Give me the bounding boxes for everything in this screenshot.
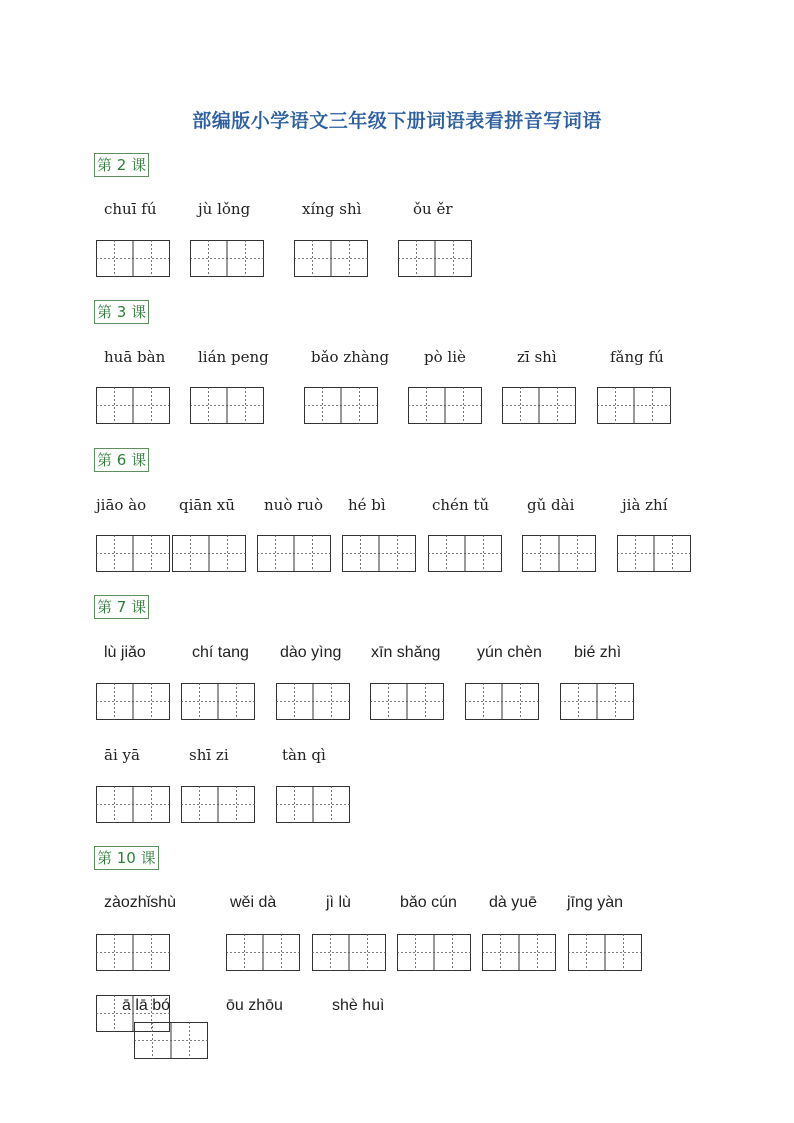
pinyin-word: hé bì [348, 496, 386, 514]
pinyin-word: chén tǔ [432, 496, 490, 514]
pinyin-word: bǎo cún [400, 894, 457, 911]
writing-grid[interactable] [370, 683, 444, 720]
pinyin-word: bǎo zhàng [311, 348, 390, 366]
pinyin-word: āi yā [104, 746, 140, 764]
writing-grid[interactable] [96, 387, 170, 424]
writing-grid[interactable] [96, 535, 170, 572]
pinyin-word: lián peng [198, 348, 269, 366]
lesson-label: 第 10 课 [94, 846, 159, 870]
lesson-label: 第 7 课 [94, 595, 149, 619]
pinyin-word: bié zhì [574, 644, 622, 661]
writing-grid[interactable] [276, 786, 350, 823]
lesson-label: 第 2 课 [94, 153, 149, 177]
writing-grid[interactable] [190, 240, 264, 277]
pinyin-word: huā bàn [104, 348, 166, 366]
pinyin-word: yún chèn [477, 644, 542, 661]
writing-grid[interactable] [134, 1022, 208, 1059]
pinyin-word: ōu zhōu [226, 997, 283, 1014]
writing-grid[interactable] [482, 934, 556, 971]
writing-grid[interactable] [257, 535, 331, 572]
pinyin-word: fǎng fú [610, 348, 664, 366]
writing-grid[interactable] [294, 240, 368, 277]
writing-grid[interactable] [96, 786, 170, 823]
pinyin-word: jì lù [326, 894, 351, 911]
lesson-label: 第 3 课 [94, 300, 149, 324]
writing-grid[interactable] [398, 240, 472, 277]
pinyin-word: nuò ruò [264, 496, 323, 514]
writing-grid[interactable] [96, 683, 170, 720]
pinyin-word: jù lǒng [198, 200, 251, 218]
pinyin-word: qiān xū [179, 496, 235, 514]
pinyin-word: dào yìng [280, 644, 342, 661]
writing-grid[interactable] [568, 934, 642, 971]
page-title: 部编版小学语文三年级下册词语表看拼音写词语 [192, 110, 602, 132]
writing-grid[interactable] [96, 934, 170, 971]
writing-grid[interactable] [408, 387, 482, 424]
pinyin-word: ǒu ěr [413, 200, 453, 218]
writing-grid[interactable] [397, 934, 471, 971]
pinyin-word: ā lā bó [122, 997, 171, 1014]
writing-grid[interactable] [465, 683, 539, 720]
lesson-label: 第 6 课 [94, 448, 149, 472]
writing-grid[interactable] [342, 535, 416, 572]
pinyin-word: chuī fú [104, 200, 157, 218]
writing-grid[interactable] [617, 535, 691, 572]
pinyin-word: zàozhǐshù [104, 894, 177, 911]
writing-grid[interactable] [96, 240, 170, 277]
pinyin-word: pò liè [424, 348, 466, 366]
writing-grid[interactable] [181, 683, 255, 720]
writing-grid[interactable] [304, 387, 378, 424]
writing-grid[interactable] [312, 934, 386, 971]
writing-grid[interactable] [276, 683, 350, 720]
writing-grid[interactable] [502, 387, 576, 424]
pinyin-word: tàn qì [282, 746, 326, 764]
pinyin-word: dà yuē [489, 894, 538, 911]
writing-grid[interactable] [190, 387, 264, 424]
pinyin-word: xīn shǎng [371, 644, 441, 661]
pinyin-word: shī zi [189, 746, 229, 764]
pinyin-word: wěi dà [230, 894, 277, 911]
pinyin-word: jià zhí [622, 496, 668, 514]
pinyin-word: chí tang [192, 644, 249, 661]
writing-grid[interactable] [428, 535, 502, 572]
pinyin-word: zī shì [517, 348, 557, 366]
writing-grid[interactable] [597, 387, 671, 424]
pinyin-word: jīng yàn [567, 894, 624, 911]
pinyin-word: jiāo ào [96, 496, 147, 514]
pinyin-word: lù jiǎo [104, 644, 146, 661]
writing-grid[interactable] [181, 786, 255, 823]
writing-grid[interactable] [172, 535, 246, 572]
writing-grid[interactable] [522, 535, 596, 572]
pinyin-word: shè huì [332, 997, 385, 1014]
pinyin-word: xíng shì [302, 200, 362, 218]
pinyin-word: gǔ dài [527, 496, 575, 514]
writing-grid[interactable] [560, 683, 634, 720]
writing-grid[interactable] [226, 934, 300, 971]
